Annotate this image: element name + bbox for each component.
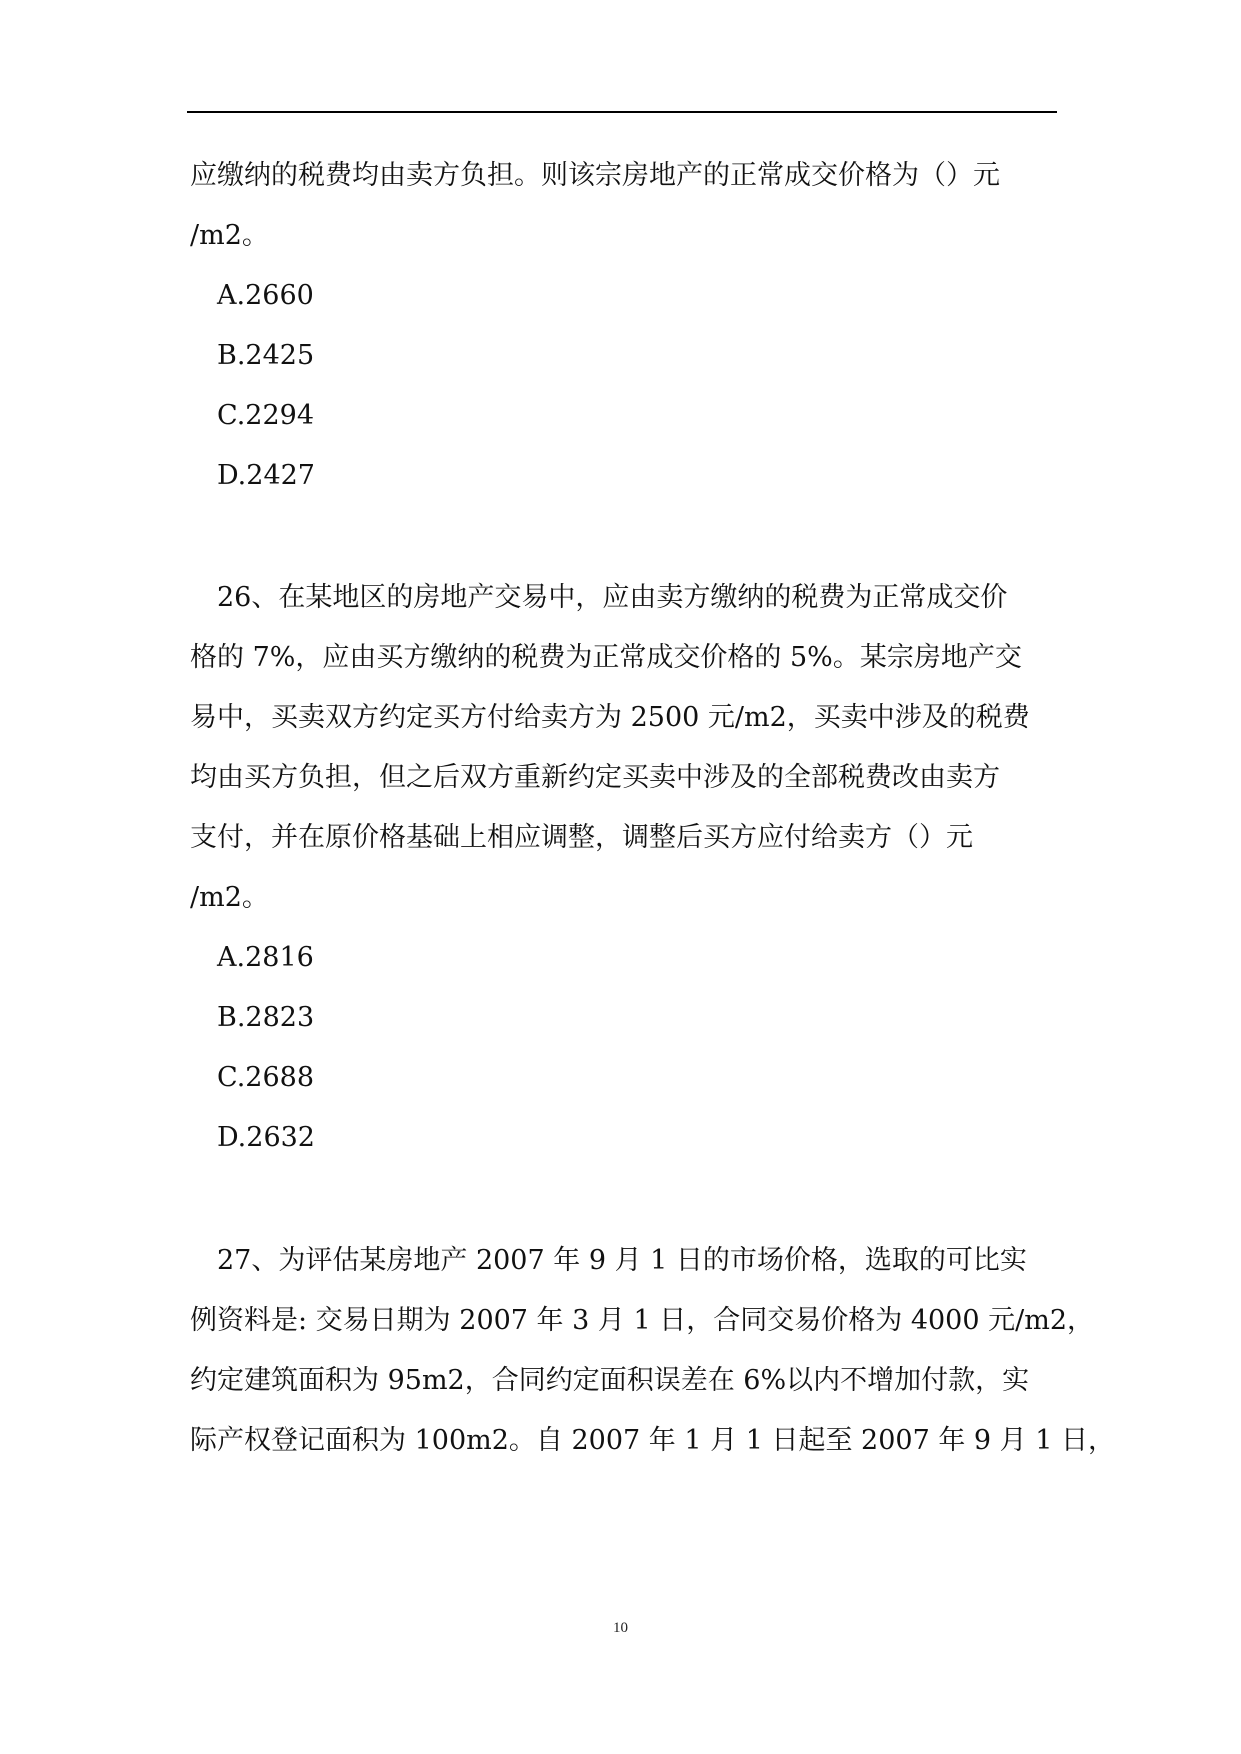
page-number: 10: [613, 1620, 628, 1636]
question-26-line: 均由买方负担，但之后双方重新约定买卖中涉及的全部税费改由卖方: [190, 762, 1000, 793]
option-c: C.2688: [217, 1062, 314, 1093]
question-27-line: 27、为评估某房地产 2007 年 9 月 1 日的市场价格，选取的可比实: [217, 1245, 1027, 1276]
question-27-line: 例资料是: 交易日期为 2007 年 3 月 1 日，合同交易价格为 4000 元/m2，: [190, 1305, 1094, 1336]
option-b: B.2425: [217, 340, 315, 371]
question-26-line: 格的 7%，应由买方缴纳的税费为正常成交价格的 5%。某宗房地产交: [190, 642, 1022, 673]
option-a: A.2816: [217, 942, 314, 973]
header-rule: [187, 111, 1057, 113]
text-line: /m2。: [190, 220, 269, 251]
question-27-line: 约定建筑面积为 95m2，合同约定面积误差在 6%以内不增加付款，实: [190, 1365, 1030, 1396]
option-a: A.2660: [217, 280, 314, 311]
option-d: D.2427: [217, 460, 315, 491]
question-26-line: 易中，买卖双方约定买方付给卖方为 2500 元/m2，买卖中涉及的税费: [190, 702, 1030, 733]
text-line: 应缴纳的税费均由卖方负担。则该宗房地产的正常成交价格为（）元: [190, 160, 1000, 191]
question-26-line: 支付，并在原价格基础上相应调整，调整后买方应付给卖方（）元: [190, 822, 973, 853]
question-27-line: 际产权登记面积为 100m2。自 2007 年 1 月 1 日起至 2007 年 9 月 1 日，: [190, 1425, 1116, 1456]
question-26-line: 26、在某地区的房地产交易中，应由卖方缴纳的税费为正常成交价: [217, 582, 1008, 613]
option-d: D.2632: [217, 1122, 315, 1153]
question-26-line: /m2。: [190, 882, 269, 913]
option-c: C.2294: [217, 400, 314, 431]
option-b: B.2823: [217, 1002, 315, 1033]
